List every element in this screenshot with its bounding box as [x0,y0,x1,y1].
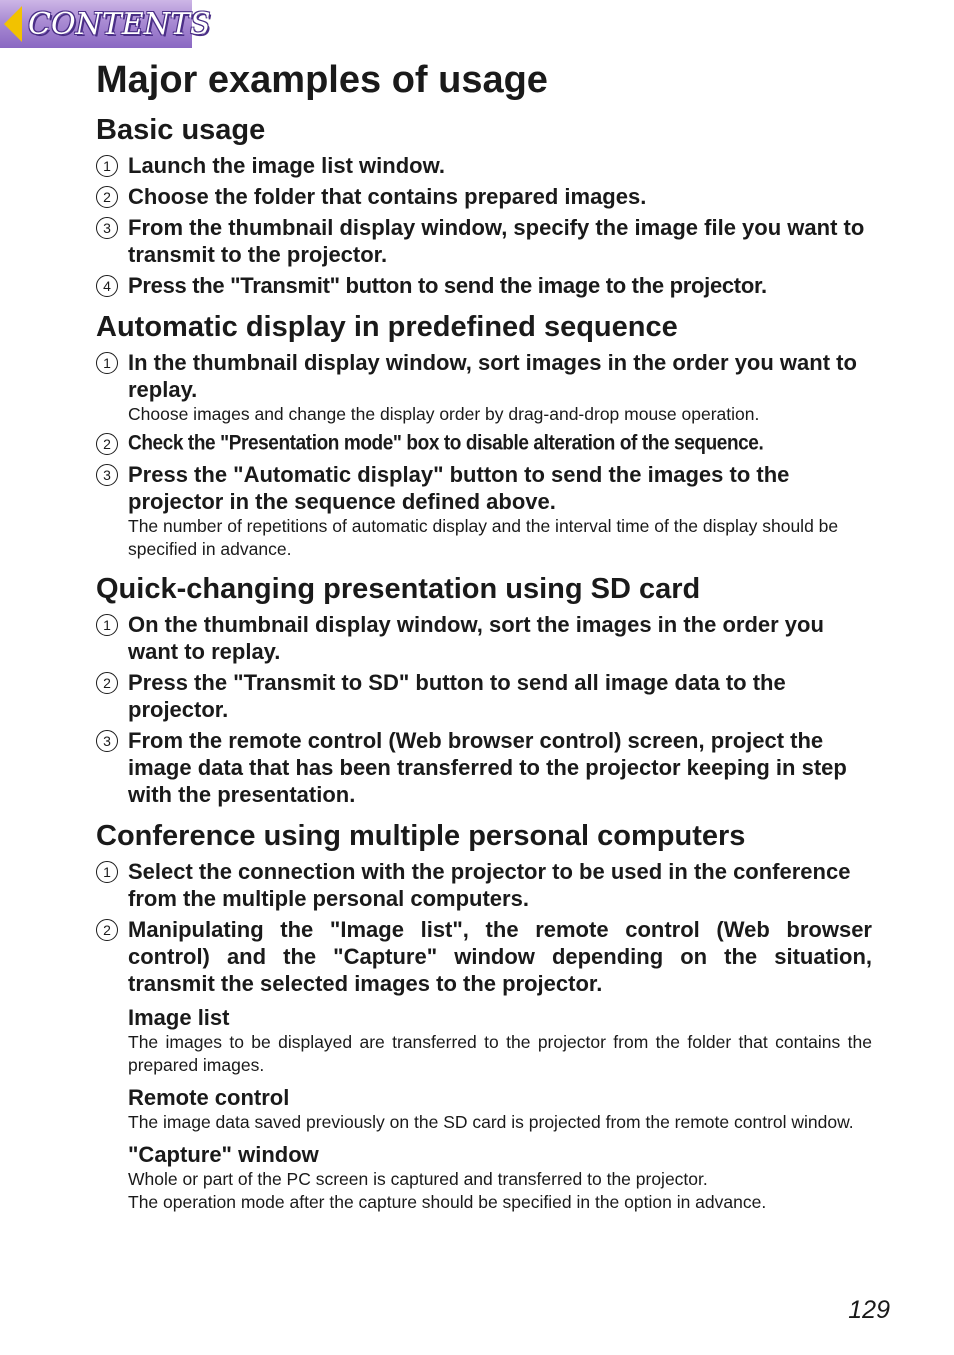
step-item [96,461,872,561]
step-text: Manipulating the "Image list", the remote control (Web browser control) and the "Capture" window depending on the situation, transmit the selected images to the projector. [128,917,872,996]
step-text: Check the "Presentation mode" box to disable alteration of the sequence. [128,431,764,456]
step-text: Select the connection with the projector to be used in the conference from the multiple personal computers. [128,859,851,911]
step-number: 3 [96,730,118,752]
section-heading: Automatic display in predefined sequence [96,311,678,343]
step-number: 1 [96,861,118,883]
step-number: 2 [96,433,118,455]
step-item [96,214,872,268]
section-conference [96,818,872,1214]
page-body [96,56,872,1214]
step-text: In the thumbnail display window, sort images in the order you want to replay. [128,350,857,402]
step-number: 1 [96,352,118,374]
step-text: On the thumbnail display window, sort the images in the order you want to replay. [128,612,824,664]
step-number: 2 [96,672,118,694]
step-item [96,669,872,723]
step-item [96,349,872,426]
section-sd-card [96,571,872,808]
step-item [96,916,872,997]
contents-button[interactable] [0,0,211,48]
back-arrow-icon [4,6,22,42]
step-item [96,611,872,665]
section-automatic-display [96,309,872,561]
subitem-text: The images to be displayed are transferred to the projector from the folder that contains the prepared images. [128,1032,872,1075]
step-item [96,183,872,210]
subitem-title: "Capture" window [128,1142,319,1167]
subitem-title: Remote control [128,1085,290,1110]
step-text: Press the "Automatic display" button to send the images to the projector in the sequence defined above. [128,462,790,514]
step-note: The number of repetitions of automatic display and the interval time of the display should be specified in advance. [128,516,839,559]
step-number: 1 [96,155,118,177]
step-note: Choose images and change the display order by drag-and-drop mouse operation. [128,404,760,424]
page-title: Major examples of usage [96,59,548,101]
step-text: Press the "Transmit" button to send the image to the projector. [128,273,767,298]
step-text: Launch the image list window. [128,153,445,178]
step-item [96,430,872,457]
subitem-remote-control [96,1085,872,1134]
subitem-text: Whole or part of the PC screen is captured and transferred to the projector. [128,1169,708,1189]
step-item [96,727,872,808]
step-number: 4 [96,275,118,297]
subitem-text: The operation mode after the capture should be specified in the option in advance. [128,1192,767,1212]
section-heading: Conference using multiple personal computers [96,820,746,852]
subitem-capture-window [96,1142,872,1214]
step-text: Choose the folder that contains prepared images. [128,184,647,209]
section-heading: Quick-changing presentation using SD card [96,573,701,605]
step-number: 1 [96,614,118,636]
step-text: From the remote control (Web browser control) screen, project the image data that has been transferred to the projector keeping in step with the presentation. [128,728,847,807]
step-item [96,152,872,179]
page-number: 129 [848,1296,890,1324]
step-text: Press the "Transmit to SD" button to send all image data to the projector. [128,670,786,722]
subitem-image-list [96,1005,872,1077]
step-item [96,858,872,912]
subitem-title: Image list [128,1005,230,1030]
step-number: 2 [96,186,118,208]
contents-label: CONTENTS [28,6,211,42]
step-text: From the thumbnail display window, specify the image file you want to transmit to the projector. [128,215,865,267]
section-basic-usage [96,112,872,299]
step-number: 3 [96,464,118,486]
subitem-text: The image data saved previously on the SD card is projected from the remote control window. [128,1112,854,1132]
step-item [96,272,872,299]
step-number: 3 [96,217,118,239]
step-number: 2 [96,919,118,941]
section-heading: Basic usage [96,114,266,146]
